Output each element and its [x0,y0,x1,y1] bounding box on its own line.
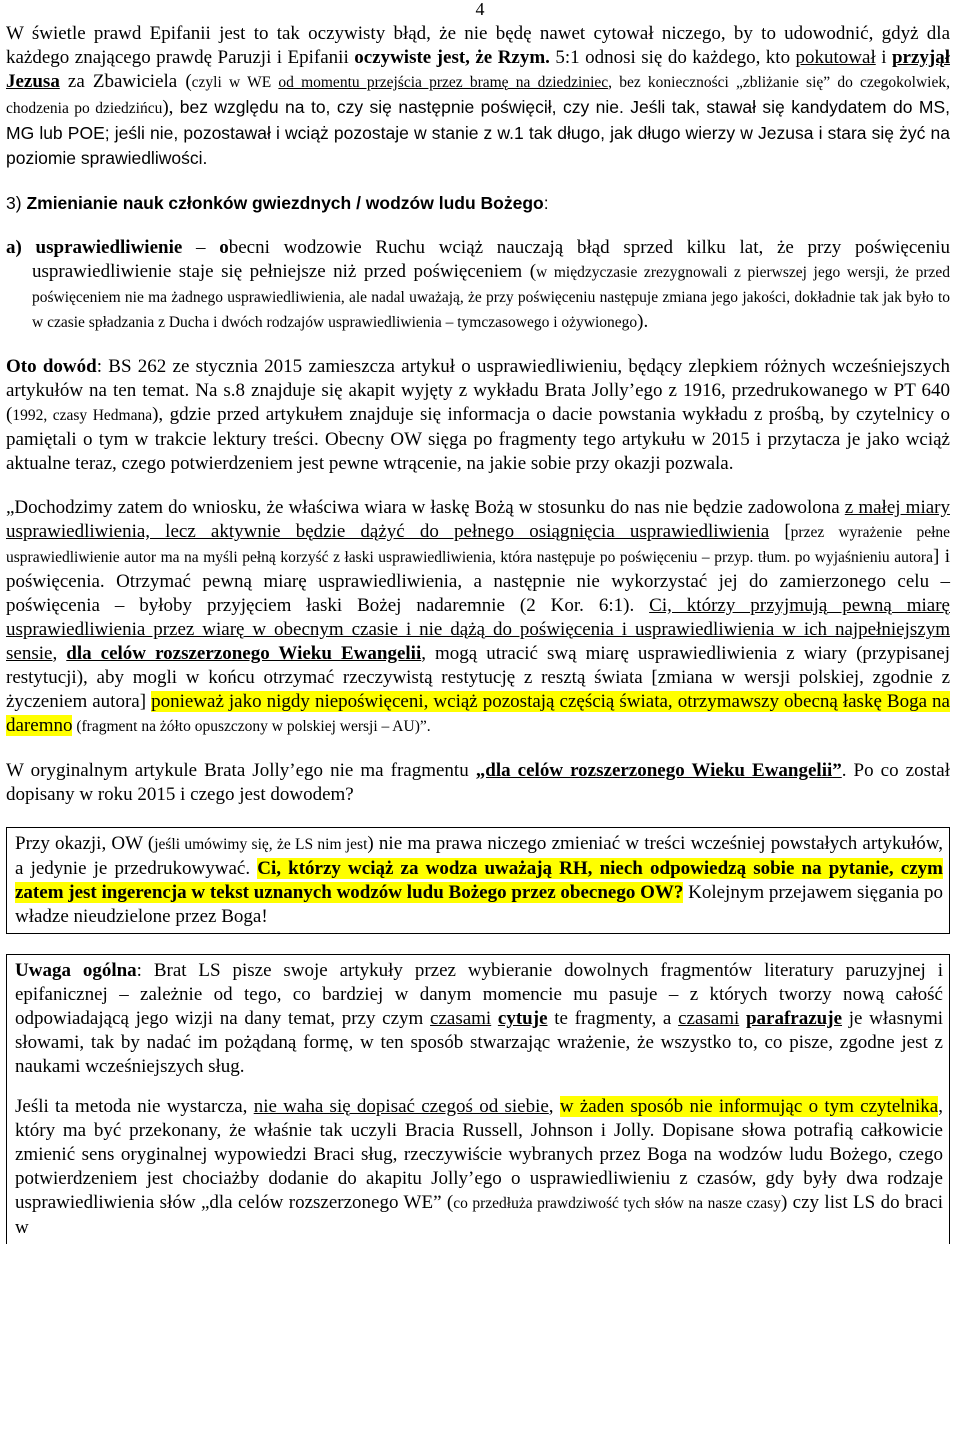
paragraph-justification: a) usprawiedliwienie – obecni wodzowie Ruchu wciąż nauczają błąd sprzed kilku lat, że przy poświęceniu usprawiedliwienie staje się pełniejsze niż przed poświęceniem (w międzyczasie zrezygnowali z pierwszej jego wersji, że przed poświęceniem nie ma żadnego usprawiedliwienia, ale nadal uważają, że przy poświęceniu następuje zmiana jego jakości, dokładnie tak jak było to w czasie spładzania z Ducha i dwóch rodzajów usprawiedliwienia – tymczasowego i ożywionego). [6,237,951,332]
paragraph-proof: Oto dowód: BS 262 ze stycznia 2015 zamieszcza artykuł o usprawiedliwieniu, będący zlepkiem różnych wcześniejszych artykułów na ten temat. Na s.8 znajduje się akapit wyjęty z wykładu Brata Jolly’ego z 1916, przedrukowanego w PT 640 (1992, czasy Hedmana), gdzie przed artykułem znajduje się informacja o dacie powstania wykładu z prośbą, by czytelnicy o pamiętali o tym w trakcie lektury treści. Obecny OW sięga po fragmenty tego artykułu w 2015 i przytacza je jako wciąż aktualne teraz, czego potwierdzeniem jest pewne wtrącenie, na jakie sobie przy okazji pozwala. [6,356,951,474]
note-box-general: Uwaga ogólna: Brat LS pisze swoje artykuły przez wybieranie dowolnych fragmentów literatury paruzyjnej i epifanicznej – zależnie od tego, co bardziej w danym momencie mu pasuje – z których tworzy nową całość odpowiadającą jego wizji na dany temat, przy czym czasami cytuje te fragmenty, a czasami parafrazuje je własnymi słowami, tak by nadać im pożądaną formę, w ten sposób stwarzając wrażenie, że wszystko to, co pisze, zgodne jest z naukami wcześniejszych sług. Jeśli ta metoda nie wystarcza, nie waha się dopisać czegoś od siebie, w żaden sposób nie informując o tym czytelnika, który ma być przekonany, że właśnie tak uczyli Bracia Russell, Johnson i Jolly. Dopisane słowa potrafią całkowicie zmienić sens oryginalnej wypowiedzi Braci sług, rzeczywiście wybranych przez Boga na wodzów ludu Bożego, czego potwierdzeniem jest chociażby dodanie do akapitu Jolly’ego o usprawiedliwieniu z czasów, gdy były dwa rodzaje usprawiedliwienia słów „dla celów rozszerzonego WE” (co przedłuża prawdziwość tych słów na nasze czasy) czy list LS do braci w [6,954,950,1244]
note-box-ow: Przy okazji, OW (jeśli umówimy się, że LS nim jest) nie ma prawa niczego zmieniać w treści wcześniej powstałych artykułów, a jedynie je przedrukowywać. Ci, którzy wciąż za wodza uważają RH, niech odpowiedzą sobie na pytanie, czym zatem jest ingerencja w tekst uznanych wodzów ludu Bożego przez obecnego OW? Kolejnym przejawem sięgania po władze nieudzielone przez Boga! [6,827,950,934]
page-number: 4 [475,0,485,19]
paragraph-intro: W świetle prawd Epifanii jest to tak oczywisty błąd, że nie będę nawet cytował niczego, by to udowodnić, gdyż dla każdego znającego prawdę Paruzji i Epifanii oczywiste jest, że Rzym. 5:1 odnosi się do każdego, kto pokutował i przyjął Jezusa za Zbawiciela (czyli w WE od momentu przejścia przez bramę na dziedziniec, bez konieczności „zbliżanie się” do czegokolwiek, chodzenia po dziedzińcu), bez względu na to, czy się następnie poświęcił, czy nie. Jeśli tak, stawał się kandydatem do MS, MG lub POE; jeśli nie, pozostawał i wciąż pozostaje w stanie z w.1 tak długo, jak długo wierzy w Jezusa i stara się żyć na poziomie sprawiedliwości. [6,23,950,168]
paragraph-original-article: W oryginalnym artykule Brata Jolly’ego nie ma fragmentu „dla celów rozszerzonego Wieku Ewangelii”. Po co został dopisany w roku 2015 i czego jest dowodem? [6,760,950,805]
section-heading-3: 3) Zmienianie nauk członków gwiezdnych / wodzów ludu Bożego: [6,193,549,213]
quotation: „Dochodzimy zatem do wniosku, że właściwa wiara w łaskę Bożą w stosunku do nas nie będzie zadowolona z małej miary usprawiedliwienia, lecz aktywnie będzie dążyć do pełnego osiągnięcia usprawiedliwienia [przez wyrażenie pełne usprawiedliwienie autor ma na myśli pełną korzyść z łaski usprawiedliwienia, która następuje po poświęceniu – przyp. tłum. po wyjaśnieniu autora] i poświęcenia. Otrzymać pewną miarę usprawiedliwienia, a następnie nie wykorzystać jej do zamierzonego celu – poświęcenia – byłoby przyjęciem łaski Bożej nadaremnie (2 Kor. 6:1). Ci, którzy przyjmują pewną miarę usprawiedliwienia przez wiarę w obecnym czasie i nie dążą do poświęcenia i usprawiedliwienia w ich najpełniejszym sensie, dla celów rozszerzonego Wieku Ewangelii, mogą utracić swą miarę usprawiedliwienia z wiary (przypisanej restytucji), aby mogli w końcu otrzymać rzeczywistą restytucję z resztą świata [zmiana w wersji polskiej, zgodnie z życzeniem autora] ponieważ jako nigdy niepoświęceni, wciąż pozostają częścią świata, otrzymawszy obecną łaskę Boga na daremno (fragment na żółto opuszczony w polskiej wersji – AU)”. [6,497,951,736]
